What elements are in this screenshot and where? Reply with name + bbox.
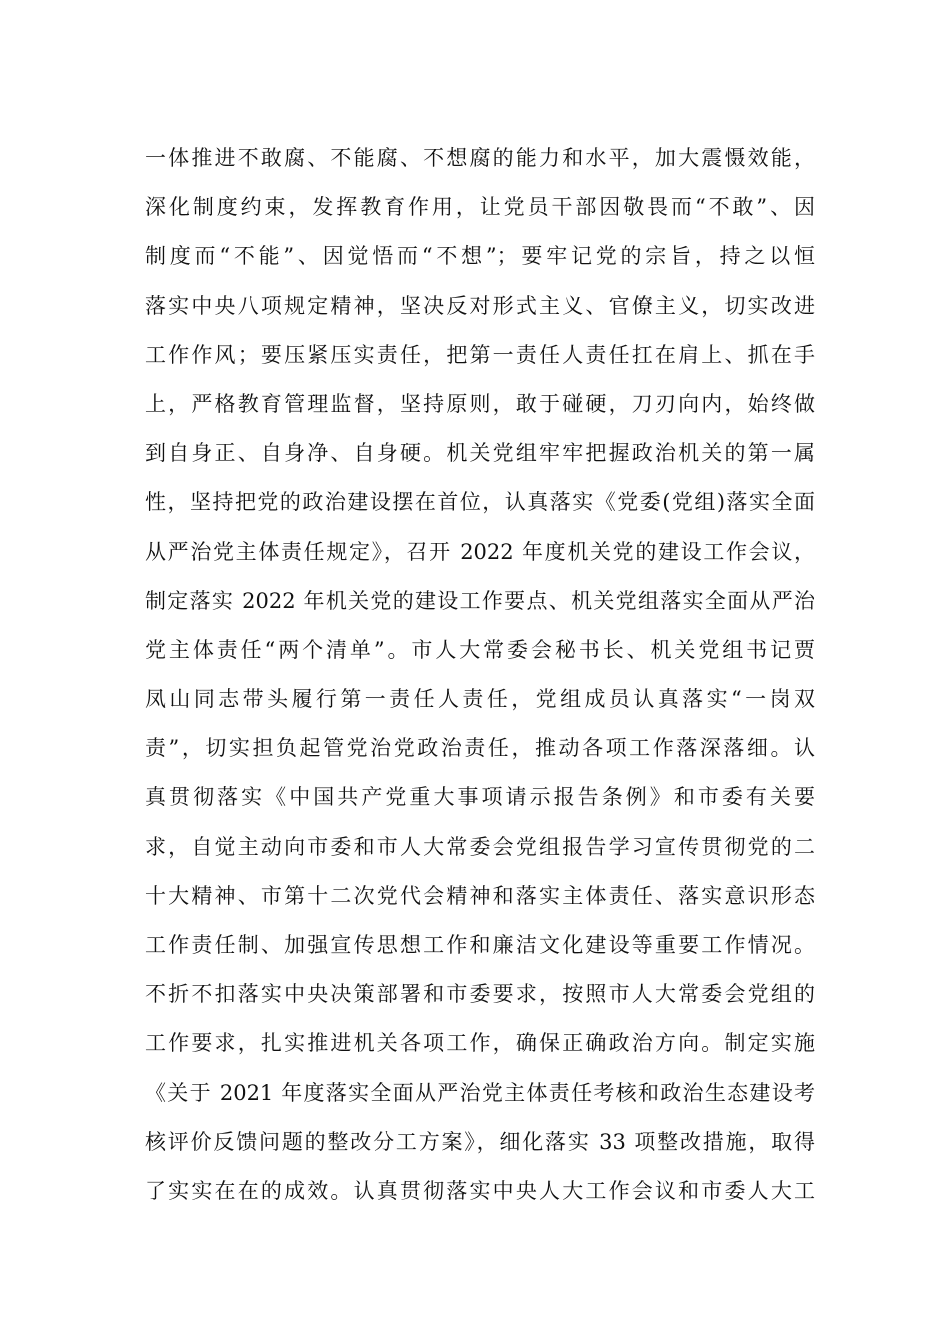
text-line: 深化制度约束，发挥教育作用，让党员干部因敬畏而“不敢”、因: [145, 195, 815, 220]
text-line: 上，严格教育管理监督，坚持原则，敢于碰硬，刀刃向内，始终做: [145, 391, 815, 416]
text-line: 凤山同志带头履行第一责任人责任，党组成员认真落实“一岗双: [145, 687, 815, 712]
text-line: 一体推进不敢腐、不能腐、不想腐的能力和水平，加大震慑效能，: [145, 146, 815, 170]
text-line: 了实实在在的成效。认真贯彻落实中央人大工作会议和市委人大工: [145, 1178, 815, 1203]
text-line: 核评价反馈问题的整改分工方案》，细化落实 33 项整改措施，取得: [145, 1129, 815, 1154]
text-line: 工作要求，扎实推进机关各项工作，确保正确政治方向。制定实施: [145, 1031, 815, 1056]
text-line: 制度而“不能”、因觉悟而“不想”；要牢记党的宗旨，持之以恒: [145, 244, 815, 269]
text-line: 十大精神、市第十二次党代会精神和落实主体责任、落实意识形态: [145, 883, 815, 908]
text-line: 工作责任制、加强宣传思想工作和廉洁文化建设等重要工作情况。: [145, 933, 815, 957]
text-line: 工作作风；要压紧压实责任，把第一责任人责任扛在肩上、抓在手: [145, 342, 815, 367]
text-line: 真贯彻落实《中国共产党重大事项请示报告条例》和市委有关要: [145, 785, 815, 810]
text-line: 落实中央八项规定精神，坚决反对形式主义、官僚主义，切实改进: [145, 293, 815, 318]
text-line: 不折不扣落实中央决策部署和市委要求，按照市人大常委会党组的: [145, 982, 815, 1007]
text-line: 到自身正、自身净、自身硬。机关党组牢牢把握政治机关的第一属: [145, 441, 815, 466]
text-line: 制定落实 2022 年机关党的建设工作要点、机关党组落实全面从严治: [145, 588, 815, 613]
body-paragraph: [145, 134, 815, 1216]
text-line: 《关于 2021 年度落实全面从严治党主体责任考核和政治生态建设考: [145, 1080, 815, 1105]
text-line: 性，坚持把党的政治建设摆在首位，认真落实《党委(党组)落实全面: [145, 490, 815, 515]
text-line: 责”，切实担负起管党治党政治责任，推动各项工作落深落细。认: [145, 736, 815, 761]
text-line: 党主体责任“两个清单”。市人大常委会秘书长、机关党组书记贾: [145, 637, 815, 662]
text-line: 求，自觉主动向市委和市人大常委会党组报告学习宣传贯彻党的二: [145, 834, 815, 859]
text-line: 从严治党主体责任规定》，召开 2022 年度机关党的建设工作会议，: [145, 539, 815, 564]
